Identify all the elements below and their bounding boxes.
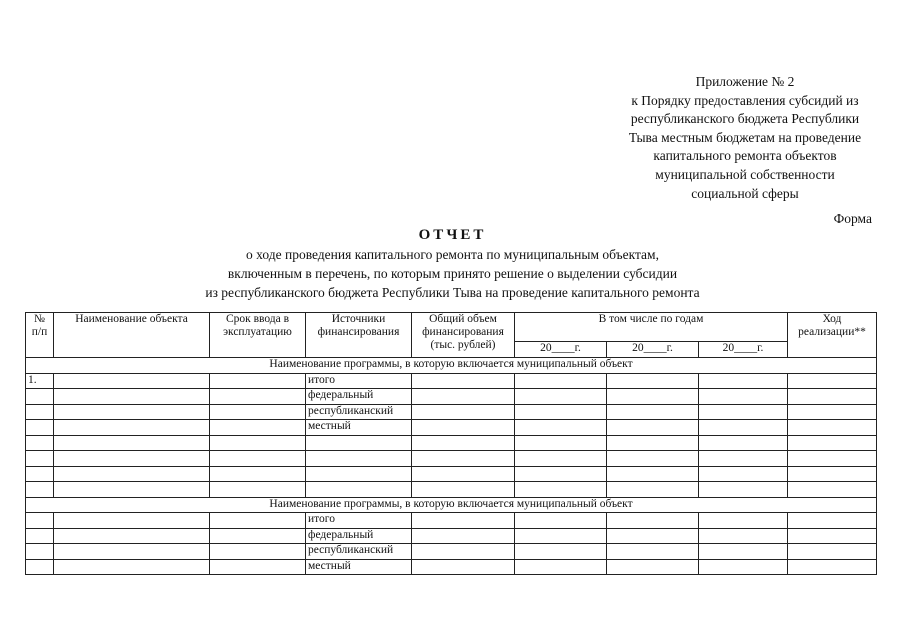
header-year: 20____г.: [515, 342, 607, 358]
source-cell: итого: [306, 373, 412, 389]
header-num: № п/п: [26, 313, 54, 358]
table-row: [26, 559, 877, 575]
header-by-years: В том числе по годам: [515, 313, 788, 342]
source-cell: республиканский: [306, 544, 412, 560]
subtitle-line: из республиканского бюджета Республики Тыва на проведение капитального ремонта: [205, 285, 700, 300]
header-date: Срок ввода в эксплуатацию: [210, 313, 306, 358]
header-year: 20____г.: [607, 342, 699, 358]
table-row: [26, 513, 877, 529]
appendix-line: муниципальной собственности: [655, 166, 835, 182]
appendix-line: республиканского бюджета Республики: [630, 111, 860, 127]
table-row: [26, 404, 877, 420]
appendix-line: к Порядку предоставления субсидий из: [631, 92, 859, 108]
table-row: [26, 482, 877, 498]
appendix-line: социальной сферы: [691, 185, 799, 201]
table-row: [26, 544, 877, 560]
header-row: [26, 313, 877, 342]
source-cell: местный: [306, 559, 412, 575]
table-row: [26, 451, 877, 467]
subtitle-line: включенным в перечень, по которым принято решение о выделении субсидии: [227, 266, 678, 281]
header-name: Наименование объекта: [54, 313, 210, 358]
program-name: Наименование программы, в которую включается муниципальный объект: [26, 497, 877, 513]
table-row: [26, 389, 877, 405]
appendix-line: Приложение № 2: [695, 74, 795, 89]
source-cell: федеральный: [306, 389, 412, 405]
table-row: [26, 466, 877, 482]
table-row: [26, 435, 877, 451]
subtitle-line: о ходе проведения капитального ремонта по муниципальным объектам,: [246, 247, 659, 262]
row-number: 1.: [26, 373, 54, 389]
program-name: Наименование программы, в которую включается муниципальный объект: [26, 358, 877, 374]
source-cell: итого: [306, 513, 412, 529]
appendix-block: [560, 73, 905, 203]
table-row: [26, 420, 877, 436]
program-row: [26, 358, 877, 374]
source-cell: республиканский: [306, 404, 412, 420]
header-sources: Источники финансирования: [306, 313, 412, 358]
header-progress: Ход реализации**: [788, 313, 877, 358]
table-row: [26, 528, 877, 544]
document-title: ОТЧЕТ: [418, 227, 487, 243]
header-year: 20____г.: [699, 342, 788, 358]
document-subtitle: [0, 245, 905, 302]
source-cell: местный: [306, 420, 412, 436]
source-cell: федеральный: [306, 528, 412, 544]
program-row: [26, 497, 877, 513]
form-label: Форма: [833, 211, 872, 226]
appendix-line: Тыва местным бюджетам на проведение: [628, 129, 862, 145]
appendix-line: капитального ремонта объектов: [653, 148, 837, 164]
table-row: [26, 373, 877, 389]
report-table: [25, 312, 877, 575]
header-total: Общий объем финансирования (тыс. рублей): [412, 313, 515, 358]
